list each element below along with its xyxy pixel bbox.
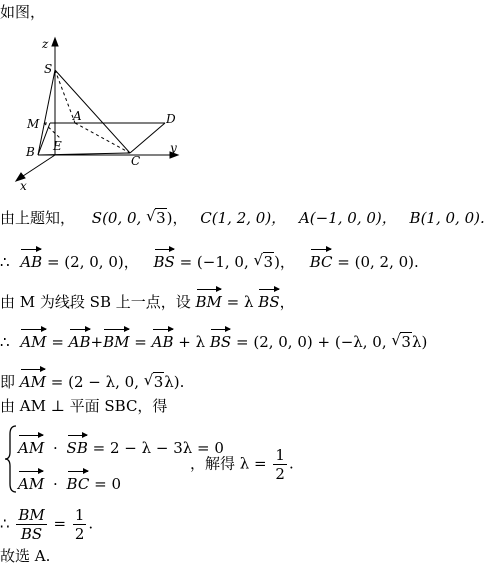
axis-label-z: z bbox=[42, 37, 49, 51]
vector-am: AM bbox=[18, 434, 44, 458]
vector-bs: BS bbox=[210, 328, 231, 352]
vector-ab: AB bbox=[152, 328, 174, 352]
vector-bs: BS bbox=[258, 288, 279, 312]
solve-lambda: ，解得 λ = $\frac{1}{2}$ . bbox=[190, 446, 294, 483]
fraction-bm-bs: $\frac{BM}{BS}$ bbox=[18, 506, 45, 543]
vector-bc: BC bbox=[310, 248, 333, 272]
equation-2: AM · BC = 0 bbox=[18, 470, 121, 494]
vector-am: AM bbox=[20, 368, 46, 392]
point-m-line: 由 M 为线段 SB 上一点，设 BM = λ BS， bbox=[0, 288, 295, 312]
ratio-line: ∴ $\frac{BM}{BS}$ = $\frac{1}{2}$ . bbox=[0, 506, 94, 543]
geometry-figure bbox=[0, 30, 200, 190]
axis-label-y: y bbox=[170, 141, 177, 155]
vector-ab: AB bbox=[20, 248, 42, 272]
coord-c: C(1, 2, 0)， bbox=[200, 209, 287, 227]
coords-prefix: 由上题知， bbox=[0, 209, 76, 227]
fraction-one-half: $\frac{1}{2}$ bbox=[275, 446, 285, 483]
sqrt-3: √ 3 bbox=[391, 331, 411, 351]
intro-text: 如图， bbox=[0, 3, 46, 21]
point-label-d: D bbox=[166, 112, 176, 126]
sqrt-3: √ 3 bbox=[143, 371, 164, 391]
coordinates-line: 由上题知， S(0, 0, √ 3)， C(1, 2, 0)， A(−1, 0, 0)， B(1, 0, 0). bbox=[0, 207, 485, 227]
coord-b: B(1, 0, 0). bbox=[409, 209, 485, 227]
point-label-m: M bbox=[27, 117, 40, 131]
point-label-s: S bbox=[44, 62, 53, 76]
am-expansion-line: ∴ AM = AB+BM = AB + λ BS = (2, 0, 0) + (−λ, 0, √ 3λ) bbox=[0, 328, 427, 352]
sqrt-3: √ 3 bbox=[146, 207, 166, 227]
coord-s: S(0, 0, bbox=[91, 209, 147, 227]
sqrt-3: √ 3 bbox=[253, 251, 274, 271]
vector-am: AM bbox=[20, 328, 46, 352]
fraction-one-half: $\frac{1}{2}$ bbox=[74, 506, 85, 543]
answer-line: 故选 A. bbox=[0, 547, 51, 565]
point-label-b: B bbox=[26, 145, 35, 159]
vector-bs: BS bbox=[154, 248, 175, 272]
vector-bm: BM bbox=[196, 288, 222, 312]
vector-ab: AB bbox=[69, 328, 91, 352]
vectors-line: ∴ AB = (2, 0, 0)， BS = (−1, 0, √ 3)， BC = (0, 2, 0). bbox=[0, 248, 419, 272]
left-brace bbox=[4, 424, 18, 494]
vector-am: AM bbox=[18, 470, 44, 494]
am-result-line: 即 AM = (2 − λ, 0, √ 3λ). bbox=[0, 368, 184, 392]
point-label-e: E bbox=[53, 139, 62, 153]
vector-bc: BC bbox=[67, 470, 90, 494]
coord-a: A(−1, 0, 0)， bbox=[298, 209, 397, 227]
perpendicular-line: 由 AM ⊥ 平面 SBC，得 bbox=[0, 397, 168, 415]
vector-sb: SB bbox=[67, 434, 88, 458]
vector-bm: BM bbox=[103, 328, 129, 352]
point-label-a: A bbox=[73, 109, 82, 123]
point-label-c: C bbox=[131, 154, 141, 168]
axis-label-x: x bbox=[20, 179, 27, 190]
equation-1: AM · SB = 2 − λ − 3λ = 0 bbox=[18, 434, 224, 458]
